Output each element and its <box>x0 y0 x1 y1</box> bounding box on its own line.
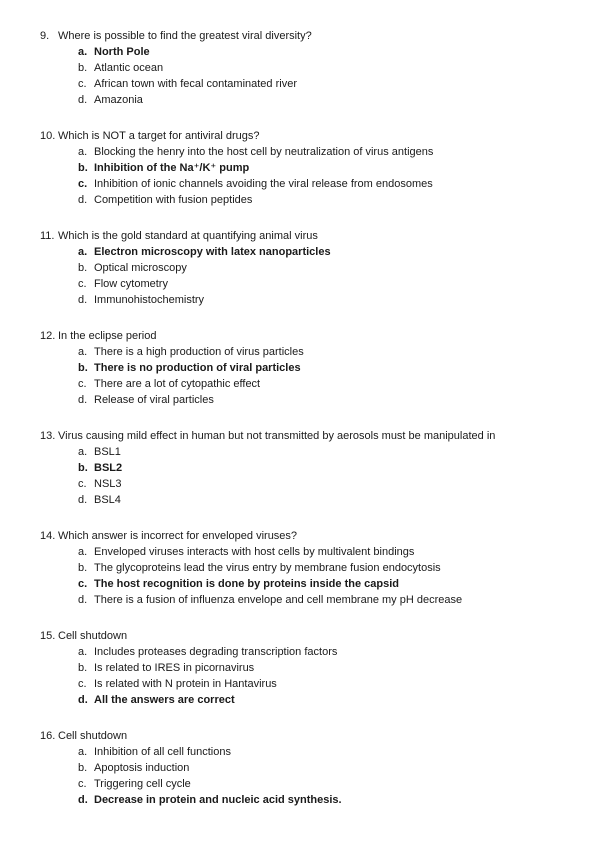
option-text: Electron microscopy with latex nanoparticles <box>94 246 331 258</box>
option-text: The host recognition is done by proteins inside the capsid <box>94 578 399 590</box>
option-text: BSL1 <box>94 446 121 458</box>
option-text: Includes proteases degrading transcription factors <box>94 646 338 658</box>
option-letter: c. <box>78 278 87 290</box>
option-row <box>40 244 570 260</box>
option-letter: d. <box>78 694 88 706</box>
option-row <box>40 276 570 292</box>
question-heading <box>40 28 570 44</box>
option-text: BSL2 <box>94 462 123 474</box>
question-heading <box>40 728 570 744</box>
option-letter: a. <box>78 446 88 458</box>
option-text: Inhibition of all cell functions <box>94 746 231 758</box>
option-text: BSL4 <box>94 494 121 506</box>
option-letter: c. <box>78 78 87 90</box>
option-row <box>40 492 570 508</box>
option-text: There is no production of viral particles <box>94 362 301 374</box>
option-letter: d. <box>78 194 88 206</box>
option-text: Amazonia <box>94 94 143 106</box>
option-letter: c. <box>78 178 88 190</box>
question-item <box>40 328 570 408</box>
question-number: 14. <box>40 530 56 542</box>
options-list <box>40 244 570 308</box>
option-row <box>40 260 570 276</box>
option-row <box>40 792 570 808</box>
option-letter: b. <box>78 462 88 474</box>
question-text: Cell shutdown <box>58 730 128 742</box>
option-text: The glycoproteins lead the virus entry by membrane fusion endocytosis <box>94 562 441 574</box>
option-row <box>40 476 570 492</box>
question-heading <box>40 628 570 644</box>
option-row <box>40 644 570 660</box>
option-letter: b. <box>78 162 88 174</box>
option-row <box>40 544 570 560</box>
question-item <box>40 528 570 608</box>
option-row <box>40 344 570 360</box>
question-text: In the eclipse period <box>58 330 157 342</box>
question-number: 10. <box>40 130 56 142</box>
option-letter: a. <box>78 746 88 758</box>
option-row <box>40 292 570 308</box>
option-row <box>40 176 570 192</box>
option-text: North Pole <box>94 46 150 58</box>
question-text: Which is NOT a target for antiviral drugs? <box>58 130 260 142</box>
option-letter: d. <box>78 494 88 506</box>
option-letter: d. <box>78 394 88 406</box>
option-row <box>40 144 570 160</box>
option-text: Atlantic ocean <box>94 62 164 74</box>
option-text: Flow cytometry <box>94 278 168 290</box>
option-letter: a. <box>78 246 88 258</box>
option-letter: a. <box>78 46 88 58</box>
question-number: 16. <box>40 730 56 742</box>
option-row <box>40 592 570 608</box>
option-letter: d. <box>78 794 88 806</box>
question-item <box>40 28 570 108</box>
question-text: Which is the gold standard at quantifying animal virus <box>58 230 318 242</box>
option-letter: b. <box>78 662 88 674</box>
question-text: Cell shutdown <box>58 630 128 642</box>
option-row <box>40 376 570 392</box>
question-number: 11. <box>40 230 55 242</box>
question-number: 15. <box>40 630 56 642</box>
option-text: Decrease in protein and nucleic acid synthesis. <box>94 794 342 806</box>
option-row <box>40 76 570 92</box>
option-letter: c. <box>78 478 87 490</box>
option-text: Enveloped viruses interacts with host cells by multivalent bindings <box>94 546 415 558</box>
option-text: African town with fecal contaminated river <box>94 78 297 90</box>
option-text: Optical microscopy <box>94 262 187 274</box>
option-letter: b. <box>78 562 88 574</box>
option-row <box>40 92 570 108</box>
options-list <box>40 44 570 108</box>
option-letter: c. <box>78 578 88 590</box>
options-list <box>40 144 570 208</box>
option-text: There is a high production of virus particles <box>94 346 304 358</box>
options-list <box>40 644 570 708</box>
question-item <box>40 428 570 508</box>
option-text: Inhibition of the Na⁺/K⁺ pump <box>94 162 250 174</box>
option-text: Inhibition of ionic channels avoiding the viral release from endosomes <box>94 178 433 190</box>
question-heading <box>40 528 570 544</box>
option-letter: b. <box>78 762 88 774</box>
option-row <box>40 444 570 460</box>
option-text: Release of viral particles <box>94 394 214 406</box>
option-letter: d. <box>78 294 88 306</box>
option-text: Is related with N protein in Hantavirus <box>94 678 277 690</box>
option-row <box>40 744 570 760</box>
option-text: There are a lot of cytopathic effect <box>94 378 261 390</box>
options-list <box>40 744 570 808</box>
option-text: Is related to IRES in picornavirus <box>94 662 255 674</box>
option-text: Triggering cell cycle <box>94 778 191 790</box>
option-row <box>40 160 570 176</box>
question-item <box>40 628 570 708</box>
question-item <box>40 128 570 208</box>
option-letter: c. <box>78 678 87 690</box>
option-letter: c. <box>78 778 87 790</box>
option-row <box>40 560 570 576</box>
option-letter: b. <box>78 262 88 274</box>
question-item <box>40 728 570 808</box>
options-list <box>40 544 570 608</box>
option-text: All the answers are correct <box>94 694 235 706</box>
option-row <box>40 760 570 776</box>
option-letter: d. <box>78 594 88 606</box>
option-letter: a. <box>78 346 88 358</box>
option-row <box>40 360 570 376</box>
option-row <box>40 392 570 408</box>
options-list <box>40 344 570 408</box>
option-letter: a. <box>78 546 88 558</box>
option-row <box>40 776 570 792</box>
option-letter: d. <box>78 94 88 106</box>
option-letter: c. <box>78 378 87 390</box>
option-row <box>40 692 570 708</box>
question-heading <box>40 328 570 344</box>
option-text: Blocking the henry into the host cell by neutralization of virus antigens <box>94 146 434 158</box>
question-number: 13. <box>40 430 56 442</box>
option-text: There is a fusion of influenza envelope and cell membrane my pH decrease <box>94 594 463 606</box>
question-number: 9. <box>40 30 50 42</box>
option-row <box>40 460 570 476</box>
question-text: Virus causing mild effect in human but not transmitted by aerosols must be manipulated in <box>58 430 496 442</box>
option-letter: a. <box>78 146 88 158</box>
option-text: Immunohistochemistry <box>94 294 205 306</box>
question-heading <box>40 228 570 244</box>
option-text: Apoptosis induction <box>94 762 190 774</box>
option-row <box>40 660 570 676</box>
option-letter: b. <box>78 62 88 74</box>
options-list <box>40 444 570 508</box>
option-text: NSL3 <box>94 478 122 490</box>
option-letter: b. <box>78 362 88 374</box>
questions-list <box>40 28 570 808</box>
option-row <box>40 576 570 592</box>
option-row <box>40 60 570 76</box>
option-row <box>40 676 570 692</box>
question-item <box>40 228 570 308</box>
question-heading <box>40 128 570 144</box>
option-row <box>40 192 570 208</box>
question-number: 12. <box>40 330 56 342</box>
option-row <box>40 44 570 60</box>
question-text: Which answer is incorrect for enveloped viruses? <box>58 530 298 542</box>
option-text: Competition with fusion peptides <box>94 194 253 206</box>
question-text: Where is possible to find the greatest viral diversity? <box>58 30 312 42</box>
option-letter: a. <box>78 646 88 658</box>
question-heading <box>40 428 570 444</box>
